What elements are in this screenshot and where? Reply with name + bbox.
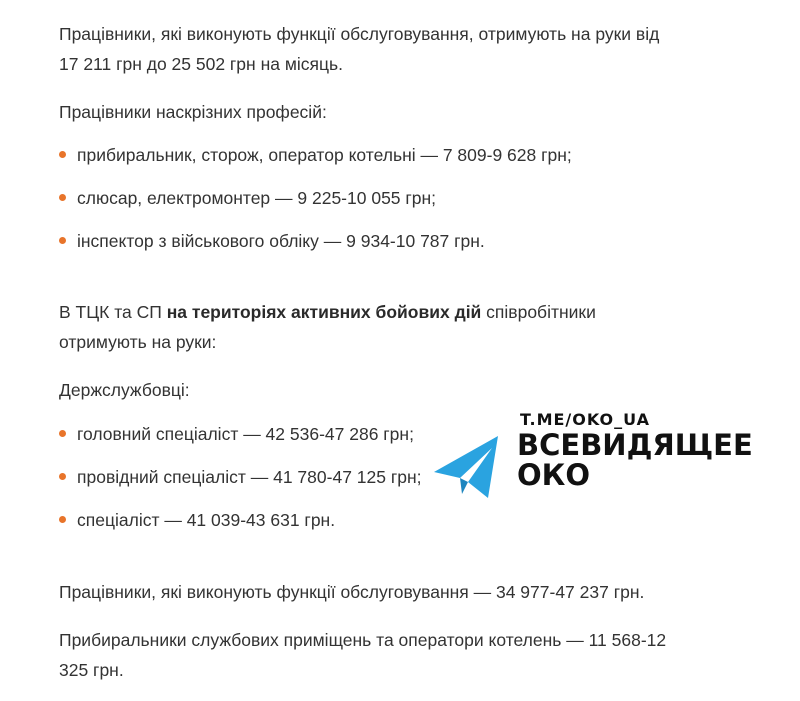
list-item-text: слюсар, електромонтер — 9 225-10 055 грн; bbox=[77, 188, 437, 208]
telegram-paper-plane-icon bbox=[432, 432, 502, 502]
bullet-dot-icon bbox=[59, 473, 66, 480]
list-item-text: прибиральник, сторож, оператор котельні — 7 809-9 628 грн; bbox=[77, 145, 572, 165]
watermark-name bbox=[517, 430, 753, 490]
bullet-dot-icon bbox=[59, 237, 66, 244]
bullet-dot-icon bbox=[59, 516, 66, 523]
watermark-name-line-1: ВСЕВИДЯЩЕЕ bbox=[517, 428, 753, 462]
watermark bbox=[432, 410, 752, 500]
tck-intro-paragraph bbox=[59, 297, 759, 357]
tck-intro-suffix: співробітники bbox=[481, 302, 596, 322]
cleaners-paragraph bbox=[59, 625, 759, 685]
list-item-text: провідний спеціаліст — 41 780-47 125 грн; bbox=[77, 467, 422, 487]
list-item-text: головний спеціаліст — 42 536-47 286 грн; bbox=[77, 424, 414, 444]
service-staff-line-2: 17 211 грн до 25 502 грн на місяць. bbox=[59, 54, 343, 74]
bullet-dot-icon bbox=[59, 151, 66, 158]
tck-intro-prefix: В ТЦК та СП bbox=[59, 302, 167, 322]
service-staff-combat-paragraph: Працівники, які виконують функції обслуговування — 34 977-47 237 грн. bbox=[59, 582, 645, 602]
service-staff-line-1: Працівники, які виконують функції обслуговування, отримують на руки від bbox=[59, 24, 660, 44]
bullet-dot-icon bbox=[59, 194, 66, 201]
watermark-handle: T.ME/OKO_UA bbox=[520, 410, 651, 429]
watermark-name-line-2: ОКО bbox=[517, 458, 591, 492]
list-item-text: інспектор з військового обліку — 9 934-10 787 грн. bbox=[77, 231, 485, 251]
civil-servants-heading: Держслужбовці: bbox=[59, 380, 190, 400]
tck-intro-bold: на територіях активних бойових дій bbox=[166, 302, 482, 322]
service-staff-paragraph bbox=[59, 19, 759, 79]
cross-cutting-heading: Працівники наскрізних професій: bbox=[59, 102, 327, 122]
bullet-dot-icon bbox=[59, 430, 66, 437]
tck-intro-line-2: отримують на руки: bbox=[59, 332, 217, 352]
cleaners-line-1: Прибиральники службових приміщень та оператори котелень — 11 568-12 bbox=[59, 630, 667, 650]
cleaners-line-2: 325 грн. bbox=[59, 660, 124, 680]
list-item-text: спеціаліст — 41 039-43 631 грн. bbox=[77, 510, 336, 530]
